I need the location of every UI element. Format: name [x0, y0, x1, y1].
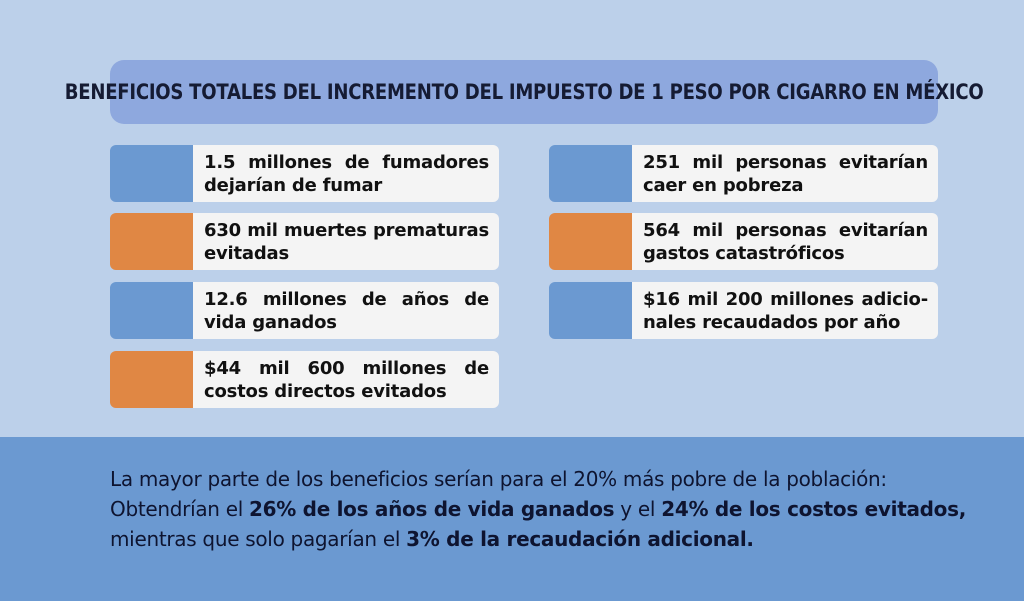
benefit-card — [110, 145, 499, 202]
color-swatch-blue — [110, 282, 193, 339]
footnote-text: La mayor parte de los beneficios serían para el 20% más pobre de la población: — [110, 467, 887, 491]
benefit-card — [549, 282, 938, 339]
benefit-text: $16 mil 200 millones adicio-nales recaudados por año — [632, 282, 938, 339]
color-swatch-blue — [110, 145, 193, 202]
footnote-text: mientras que solo pagarían el — [110, 527, 407, 551]
color-swatch-orange — [110, 213, 193, 270]
footnote-line-2 — [110, 494, 990, 524]
footnote — [110, 464, 990, 554]
benefit-text: $44 mil 600 millones de costos directos evitados — [193, 351, 499, 408]
footnote-text: y el — [614, 497, 662, 521]
benefit-card — [549, 213, 938, 270]
page-title: BENEFICIOS TOTALES DEL INCREMENTO DEL IMPUESTO DE 1 PESO POR CIGARRO EN MÉXICO — [64, 80, 984, 104]
footnote-highlight: 26% de los años de vida ganados — [249, 497, 615, 521]
benefit-card — [110, 351, 499, 408]
benefit-text: 630 mil muertes prematuras evitadas — [193, 213, 499, 270]
footnote-highlight: 24% de los costos evitados, — [661, 497, 967, 521]
footnote-line-3 — [110, 524, 990, 554]
color-swatch-orange — [110, 351, 193, 408]
benefit-text: 1.5 millones de fumadores dejarían de fumar — [193, 145, 499, 202]
benefit-text: 564 mil personas evitarían gastos catastróficos — [632, 213, 938, 270]
footnote-line-1 — [110, 464, 990, 494]
color-swatch-blue — [549, 145, 632, 202]
benefit-text: 12.6 millones de años de vida ganados — [193, 282, 499, 339]
benefit-card — [110, 213, 499, 270]
benefit-text: 251 mil personas evitarían caer en pobreza — [632, 145, 938, 202]
color-swatch-blue — [549, 282, 632, 339]
footnote-text: Obtendrían el — [110, 497, 250, 521]
color-swatch-orange — [549, 213, 632, 270]
benefit-card — [549, 145, 938, 202]
footnote-highlight: 3% de la recaudación adicional. — [406, 527, 754, 551]
benefit-card — [110, 282, 499, 339]
title-banner — [64, 60, 984, 124]
